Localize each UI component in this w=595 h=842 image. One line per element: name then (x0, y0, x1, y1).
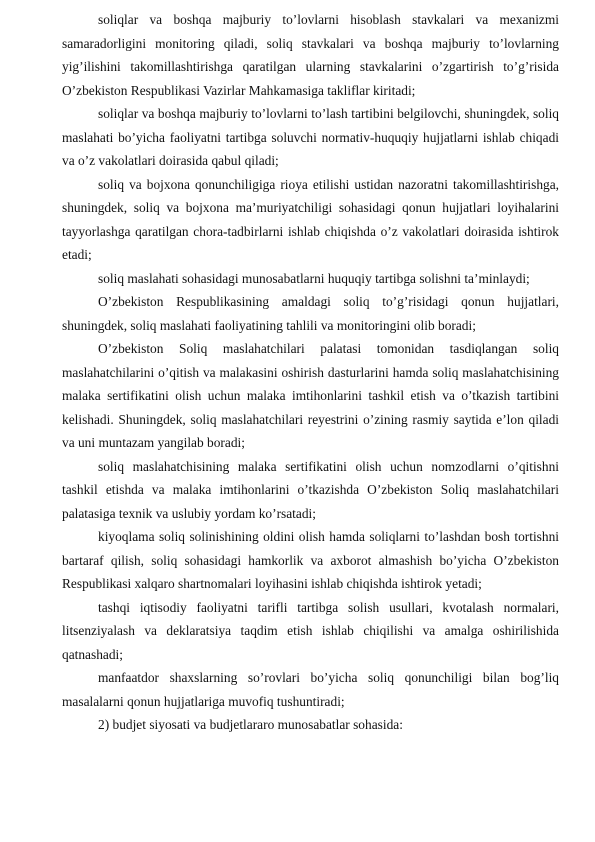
document-page (62, 8, 559, 737)
paragraph: soliq maslahati sohasidagi munosabatlarni huquqiy tartibga solishni ta’minlaydi; (98, 270, 530, 286)
paragraph: tashqi iqtisodiy faoliyatni tarifli tartibga solish usullari, kvotalash normalari, litsenziyalash va deklaratsiya taqdim etish ishlab chiqilishi va amalga oshirilishida qatnashadi; (62, 599, 559, 662)
paragraph: soliqlar va boshqa majburiy to’lovlarni to’lash tartibini belgilovchi, shuningdek, soliq maslahati bo’yicha faoliyatni tartibga soluvchi normativ-huquqiy hujjatlarni ishlab chiqadi va o’z vakolatlari doirasida qabul qiladi; (62, 106, 559, 168)
paragraph: soliq va bojxona qonunchiligiga rioya etilishi ustidan nazoratni takomillashtirishga, shuningdek, soliq va bojxona ma’muriyatchiligi sohasidagi qonun hujjatlari loyihalarini tayyorlashga qaratilgan chora-tadbirlarni ishlab chiqishda o’z vakolatlari doirasida ishtirok etadi; (62, 176, 559, 262)
paragraph: manfaatdor shaxslarning so’rovlari bo’yicha soliq qonunchiligi bilan bog’liq masalalarni qonun hujjatlariga muvofiq tushuntiradi; (62, 670, 559, 709)
paragraph: kiyoqlama soliq solinishining oldini olish hamda soliqlarni to’lashdan bosh tortishni bartaraf qilish, soliq sohasidagi hamkorlik va axborot almashish bo’yicha O’zbekiston Respublikasi xalqaro shartnomalari loyihasini ishlab chiqishda ishtirok yetadi; (62, 529, 559, 591)
section-heading: 2) budjet siyosati va budjetlararo munosabatlar sohasida: (98, 717, 403, 732)
paragraph: soliqlar va boshqa majburiy to’lovlarni hisoblash stavkalari va mexanizmi samaradorligini monitoring qiladi, soliq stavkalari va boshqa majburiy to’lovlarning yig’ilishini takomillashtirishga qaratilgan ularning stavkalarini o’zgartirish to’g’risida O’zbekiston Respublikasi Vazirlar Mahkamasiga takliflar kiritadi; (62, 12, 559, 98)
paragraph: O’zbekiston Soliq maslahatchilari palatasi tomonidan tasdiqlangan soliq maslahatchilarini o’qitish va malakasini oshirish dasturlarini hamda soliq maslahatchisining malaka sertifikatini olish uchun malaka imtihonlarini tashkil etish va o’tkazish tartibini kelishadi. Shuningdek, soliq maslahatchilari reyestrini o’zining rasmiy saytida e’lon qiladi va uni muntazam yangilab boradi; (62, 341, 559, 450)
paragraph: soliq maslahatchisining malaka sertifikatini olish uchun nomzodlarni o’qitishni tashkil etishda va malaka imtihonlarini o’tkazishda O’zbekiston Soliq maslahatchilari palatasiga texnik va uslubiy yordam ko’rsatadi; (62, 458, 559, 521)
paragraph: O’zbekiston Respublikasining amaldagi soliq to’g’risidagi qonun hujjatlari, shuningdek, soliq maslahati faoliyatining tahlili va monitoringini olib boradi; (62, 294, 559, 333)
